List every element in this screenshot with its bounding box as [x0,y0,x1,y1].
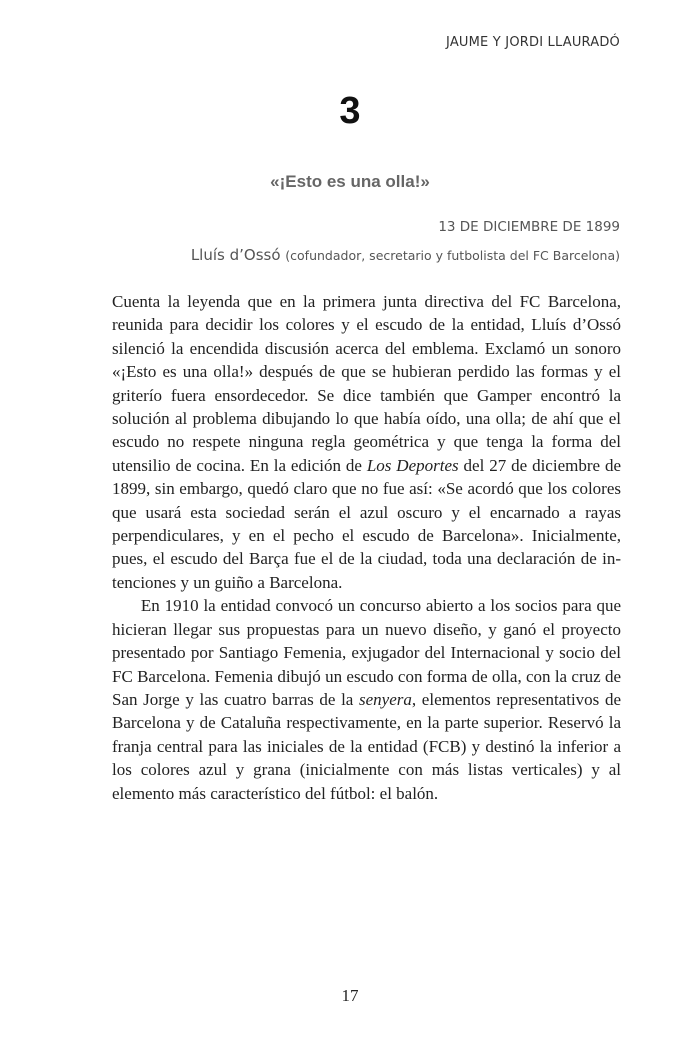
chapter-title: «¡Esto es una olla!» [270,172,430,191]
body-text [112,290,621,805]
paragraph-2-italic: senyera [359,689,412,709]
epigraph-date: 13 DE DICIEMBRE DE 1899 [438,219,620,235]
epigraph-role: (cofundador, secretario y futbolista del FC Barcelona) [285,248,620,263]
paragraph-1 [112,290,621,594]
paragraph-1-part-b: del 27 de diciembre de 1899, sin embargo, quedó claro que no fue así: «Se acordó que los colores que usará esta sociedad serán el azul oscuro y el encarnado a rayas perpendiculares, y en el pecho el escudo de Barcelona». Inicialmente, pues, el escudo del Barça fue el de la ciudad, toda una declaración de intenciones y un guiño a Barcelona. [112,455,621,592]
epigraph-attribution [191,246,620,264]
paragraph-1-part-a: Cuenta la leyenda que en la primera junta directiva del FC Barcelona, reunida para decidir los colores y el escudo de la entidad, Lluís d’Ossó silenció la encendida discusión acerca del emblema. Exclamó un sonoro «¡Esto es una olla!» después de que se hubieran perdido las formas y el griterío fuera ensordecedor. Se dice también que Gamper encontró la solución al problema dibujando lo que había oído, una olla; de ahí que el escudo no respete ninguna regla geométrica y que tenga la forma del utensilio de cocina. En la edición de [112,292,621,475]
page-number: 17 [341,986,359,1005]
epigraph-name: Lluís d’Ossó [190,246,281,264]
paragraph-2 [112,594,621,805]
paragraph-1-italic: Los Deportes [366,455,459,475]
paragraph-2-part-b: , elementos representativos de Barcelona y de Cataluña respectivamente, en la parte superior. Reservó la franja central para las iniciales de la entidad (FCB) y destinó la inferior a los colores azul y grana (inicialmente con más listas verticales) y al elemento más característico del fútbol: el balón. [112,689,621,803]
paragraph-2-part-a: En 1910 la entidad convocó un concurso abierto a los socios para que hicieran llegar sus propuestas para un nuevo diseño, y ganó el proyecto presentado por Santiago Femenia, exjugador del Internacional y socio del FC Barcelona. Femenia dibujó un escudo con forma de olla, con la cruz de San Jorge y las cuatro barras de la [112,596,621,709]
running-head: JAUME Y JORDI LLAURADÓ [446,35,620,50]
chapter-number: 3 [339,90,361,132]
